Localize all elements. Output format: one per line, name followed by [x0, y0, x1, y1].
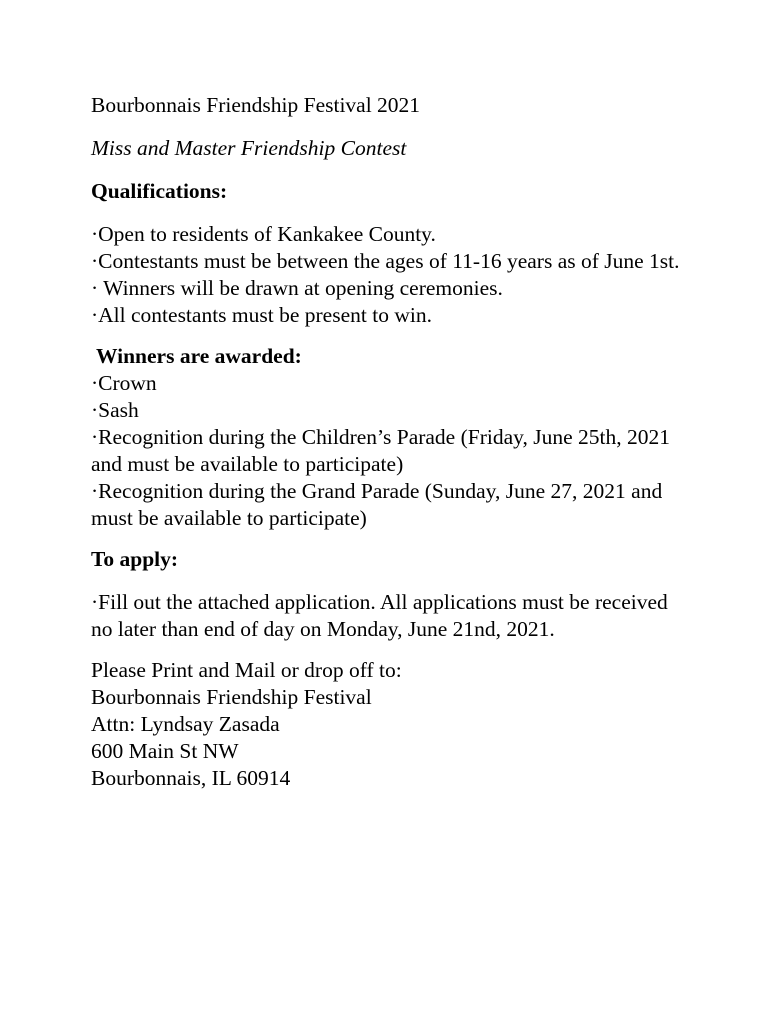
awards-heading: Winners are awarded: — [96, 344, 302, 368]
mailing-org: Bourbonnais Friendship Festival — [91, 685, 372, 709]
mailing-address — [91, 657, 691, 792]
list-item: ·Contestants must be between the ages of 11-16 years as of June 1st. — [91, 249, 680, 273]
document-subtitle: Miss and Master Friendship Contest — [91, 136, 407, 160]
list-item: · Winners will be drawn at opening ceremonies. — [91, 276, 503, 300]
qualifications-list — [91, 221, 691, 329]
mailing-attn: Attn: Lyndsay Zasada — [91, 712, 280, 736]
document-body — [91, 92, 691, 792]
list-item: ·Recognition during the Children’s Parade (Friday, June 25th, 2021 and must be available to participate) — [91, 425, 671, 476]
list-item: ·All contestants must be present to win. — [91, 303, 432, 327]
apply-heading: To apply: — [91, 547, 179, 571]
mailing-city: Bourbonnais, IL 60914 — [91, 766, 291, 790]
list-item: ·Open to residents of Kankakee County. — [91, 222, 436, 246]
list-item: ·Sash — [91, 398, 139, 422]
apply-text: ·Fill out the attached application. All applications must be received no later than end of day on Monday, June 21nd, 2021. — [91, 590, 668, 641]
mailing-intro: Please Print and Mail or drop off to: — [91, 658, 402, 682]
qualifications-heading: Qualifications: — [91, 179, 228, 203]
awards-list — [91, 370, 691, 532]
list-item: ·Recognition during the Grand Parade (Sunday, June 27, 2021 and must be available to participate) — [91, 479, 663, 530]
mailing-street: 600 Main St NW — [91, 739, 239, 763]
list-item: ·Crown — [91, 371, 157, 395]
document-title: Bourbonnais Friendship Festival 2021 — [91, 93, 421, 117]
